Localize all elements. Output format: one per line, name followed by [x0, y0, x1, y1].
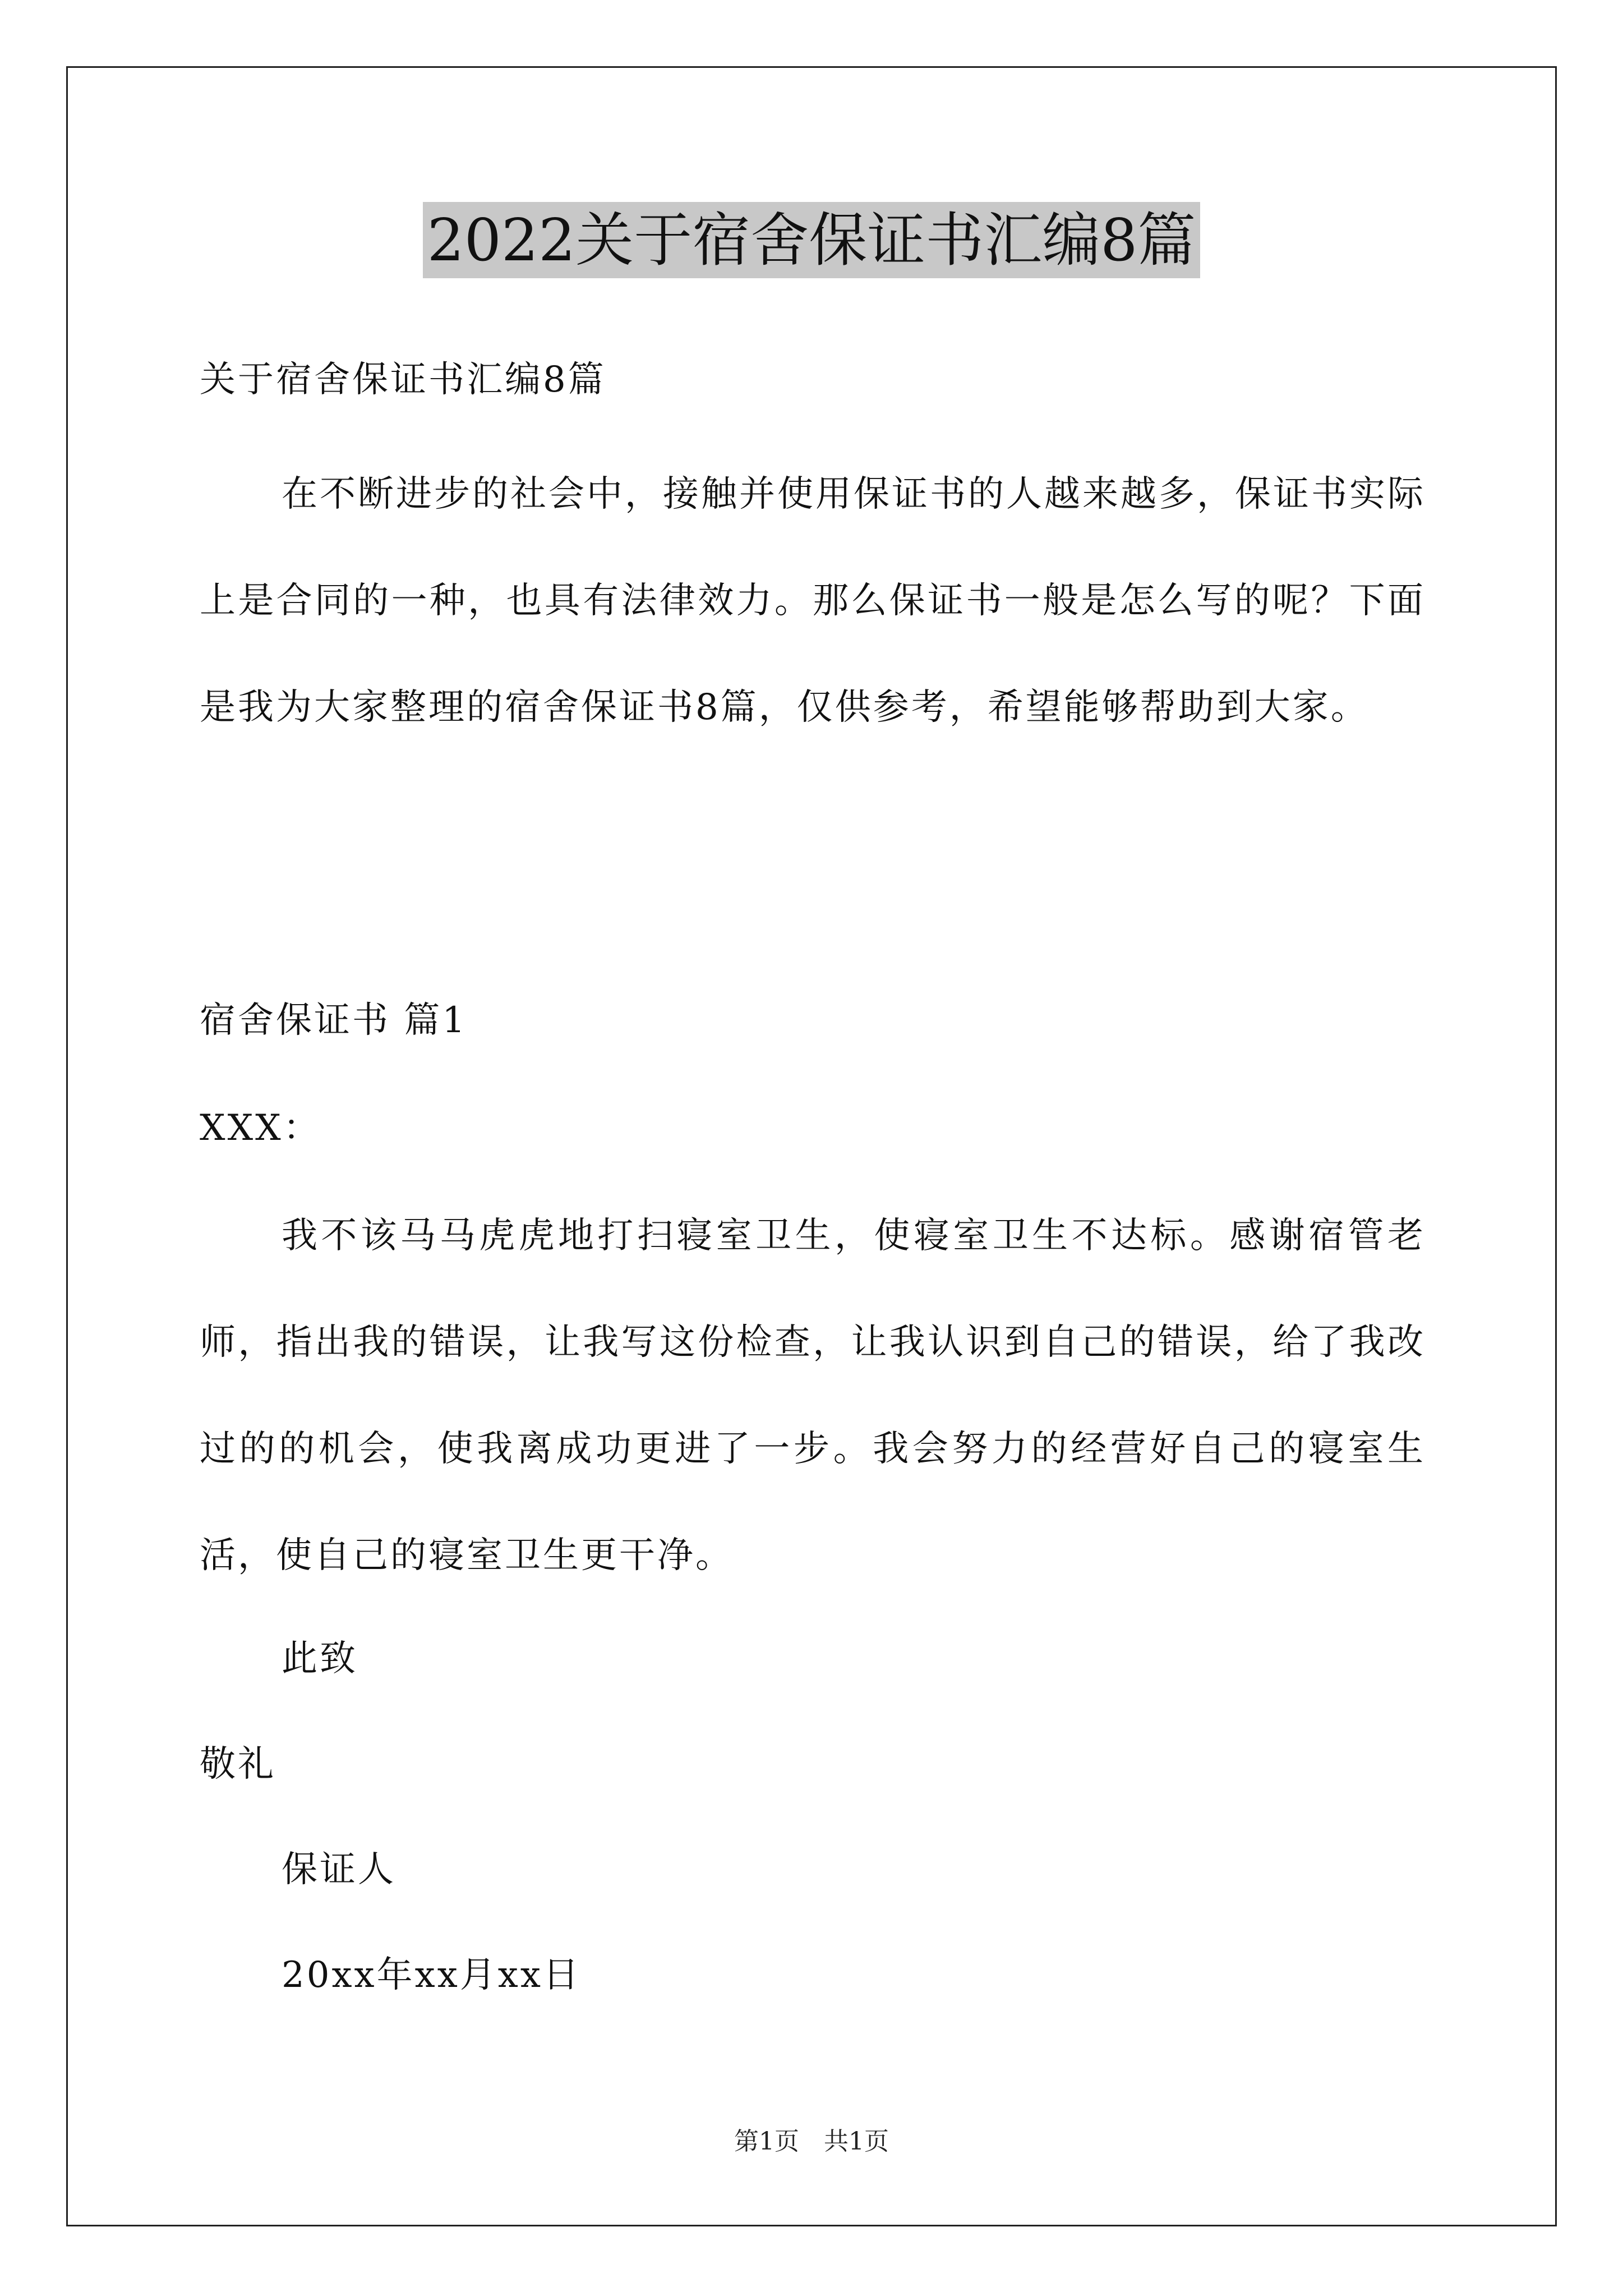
document-title: 2022关于宿舍保证书汇编8篇: [423, 202, 1201, 278]
closing-line-2: 敬礼: [200, 1743, 276, 1785]
page-footer: [0, 2125, 1623, 2159]
salutation: XXX：: [200, 1107, 321, 1149]
page-number-total: 共1页: [824, 2127, 889, 2156]
body-paragraph: 我不该马马虎虎地打扫寝室卫生，使寝室卫生不达标。感谢宿管老师，指出我的错误，让我写这份检查，让我认识到自己的错误，给了我改过的的机会，使我离成功更进了一步。我会努力的经营好自己的寝室生活，使自己的寝室卫生更干净。: [200, 1215, 1426, 1576]
title-container: [0, 202, 1623, 278]
closing-line-1: 此致: [282, 1638, 358, 1680]
intro-paragraph: 在不断进步的社会中，接触并使用保证书的人越来越多，保证书实际上是合同的一种，也具有法律效力。那么保证书一般是怎么写的呢？下面是我为大家整理的宿舍保证书8篇，仅供参考，希望能够帮助到大家。: [200, 473, 1426, 728]
section-heading: 宿舍保证书 篇1: [200, 1000, 468, 1041]
document-subtitle: 关于宿舍保证书汇编8篇: [200, 359, 606, 401]
signer-label: 保证人: [282, 1849, 396, 1890]
date-line: 20xx年xx月xx日: [282, 1954, 581, 1996]
page-number-current: 第1页: [734, 2127, 799, 2156]
